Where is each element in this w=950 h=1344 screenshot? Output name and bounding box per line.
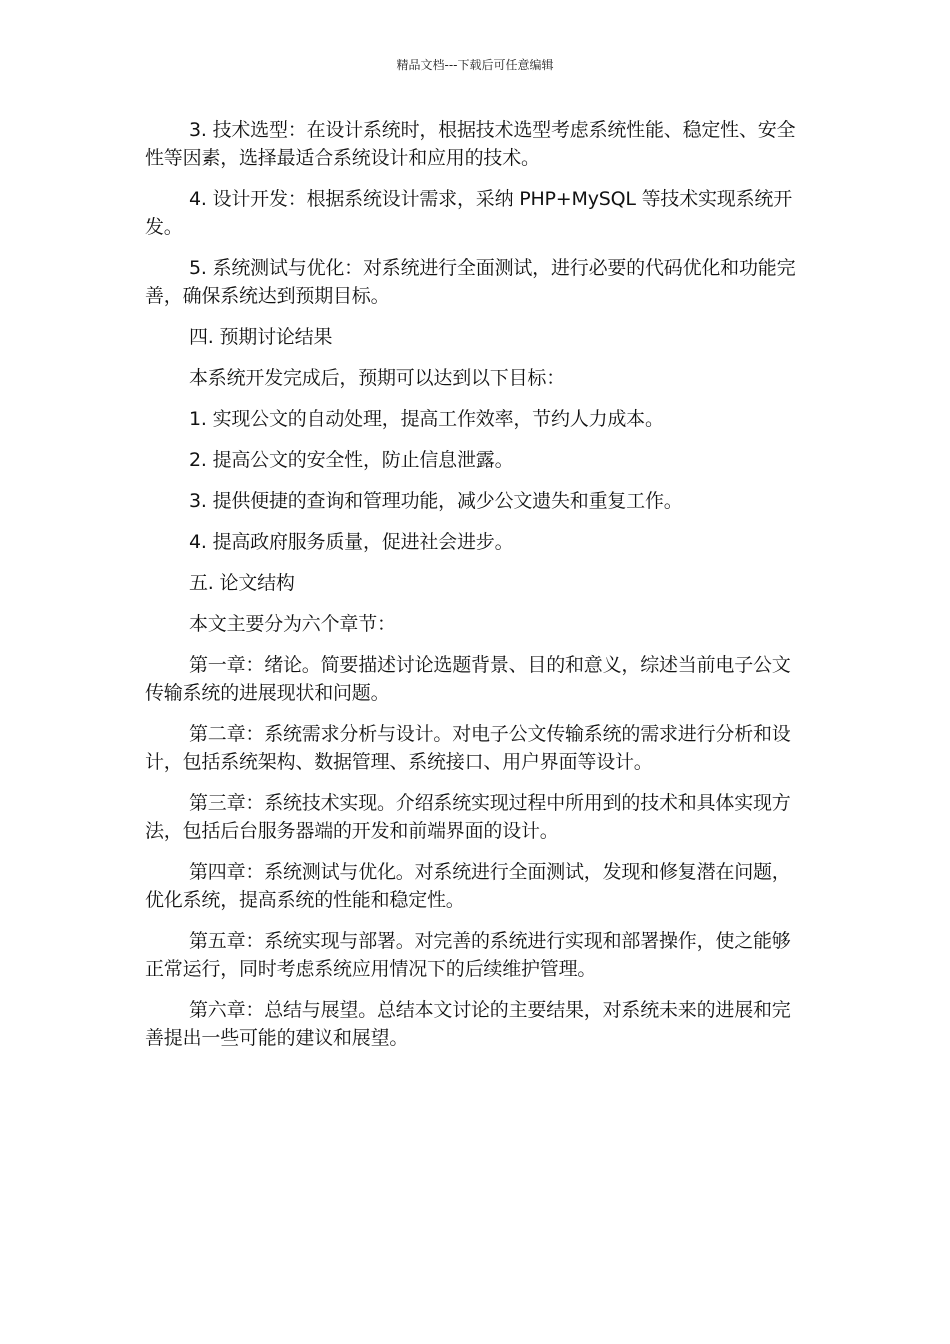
paragraph-chapter-5: 第五章：系统实现与部署。对完善的系统进行实现和部署操作，使之能够正常运行，同时考虑系统应用情况下的后续维护管理。 (145, 930, 791, 980)
page-header: 精品文档---下载后可任意编辑 (396, 58, 554, 72)
paragraph-chapters-intro: 本文主要分为六个章节： (189, 613, 396, 635)
list-item-goal-3: 3. 提供便捷的查询和管理功能，减少公文遗失和重复工作。 (189, 490, 683, 512)
paragraph-chapter-4: 第四章：系统测试与优化。对系统进行全面测试，发现和修复潜在问题，优化系统，提高系统的性能和稳定性。 (145, 861, 791, 911)
section-heading-thesis-structure: 五. 论文结构 (189, 572, 295, 594)
section-heading-expected-results: 四. 预期讨论结果 (189, 326, 333, 348)
list-item-goal-4: 4. 提高政府服务质量，促进社会进步。 (189, 531, 514, 553)
paragraph-goals-intro: 本系统开发完成后，预期可以达到以下目标： (189, 367, 566, 389)
list-item-goal-1: 1. 实现公文的自动处理，提高工作效率，节约人力成本。 (189, 408, 664, 430)
paragraph-chapter-2: 第二章：系统需求分析与设计。对电子公文传输系统的需求进行分析和设计，包括系统架构、数据管理、系统接口、用户界面等设计。 (145, 723, 791, 773)
document-body (145, 116, 805, 1065)
paragraph-tech-selection: 3. 技术选型：在设计系统时，根据技术选型考虑系统性能、稳定性、安全性等因素，选择最适合系统设计和应用的技术。 (145, 119, 796, 169)
list-item-goal-2: 2. 提高公文的安全性，防止信息泄露。 (189, 449, 514, 471)
paragraph-testing-optimization: 5. 系统测试与优化：对系统进行全面测试，进行必要的代码优化和功能完善，确保系统达到预期目标。 (145, 257, 796, 307)
paragraph-chapter-6: 第六章：总结与展望。总结本文讨论的主要结果，对系统未来的进展和完善提出一些可能的建议和展望。 (145, 999, 791, 1049)
paragraph-chapter-1: 第一章：绪论。简要描述讨论选题背景、目的和意义，综述当前电子公文传输系统的进展现状和问题。 (145, 654, 791, 704)
paragraph-chapter-3: 第三章：系统技术实现。介绍系统实现过程中所用到的技术和具体实现方法，包括后台服务器端的开发和前端界面的设计。 (145, 792, 791, 842)
paragraph-design-development: 4. 设计开发：根据系统设计需求，采纳 PHP+MySQL 等技术实现系统开发。 (145, 188, 793, 238)
